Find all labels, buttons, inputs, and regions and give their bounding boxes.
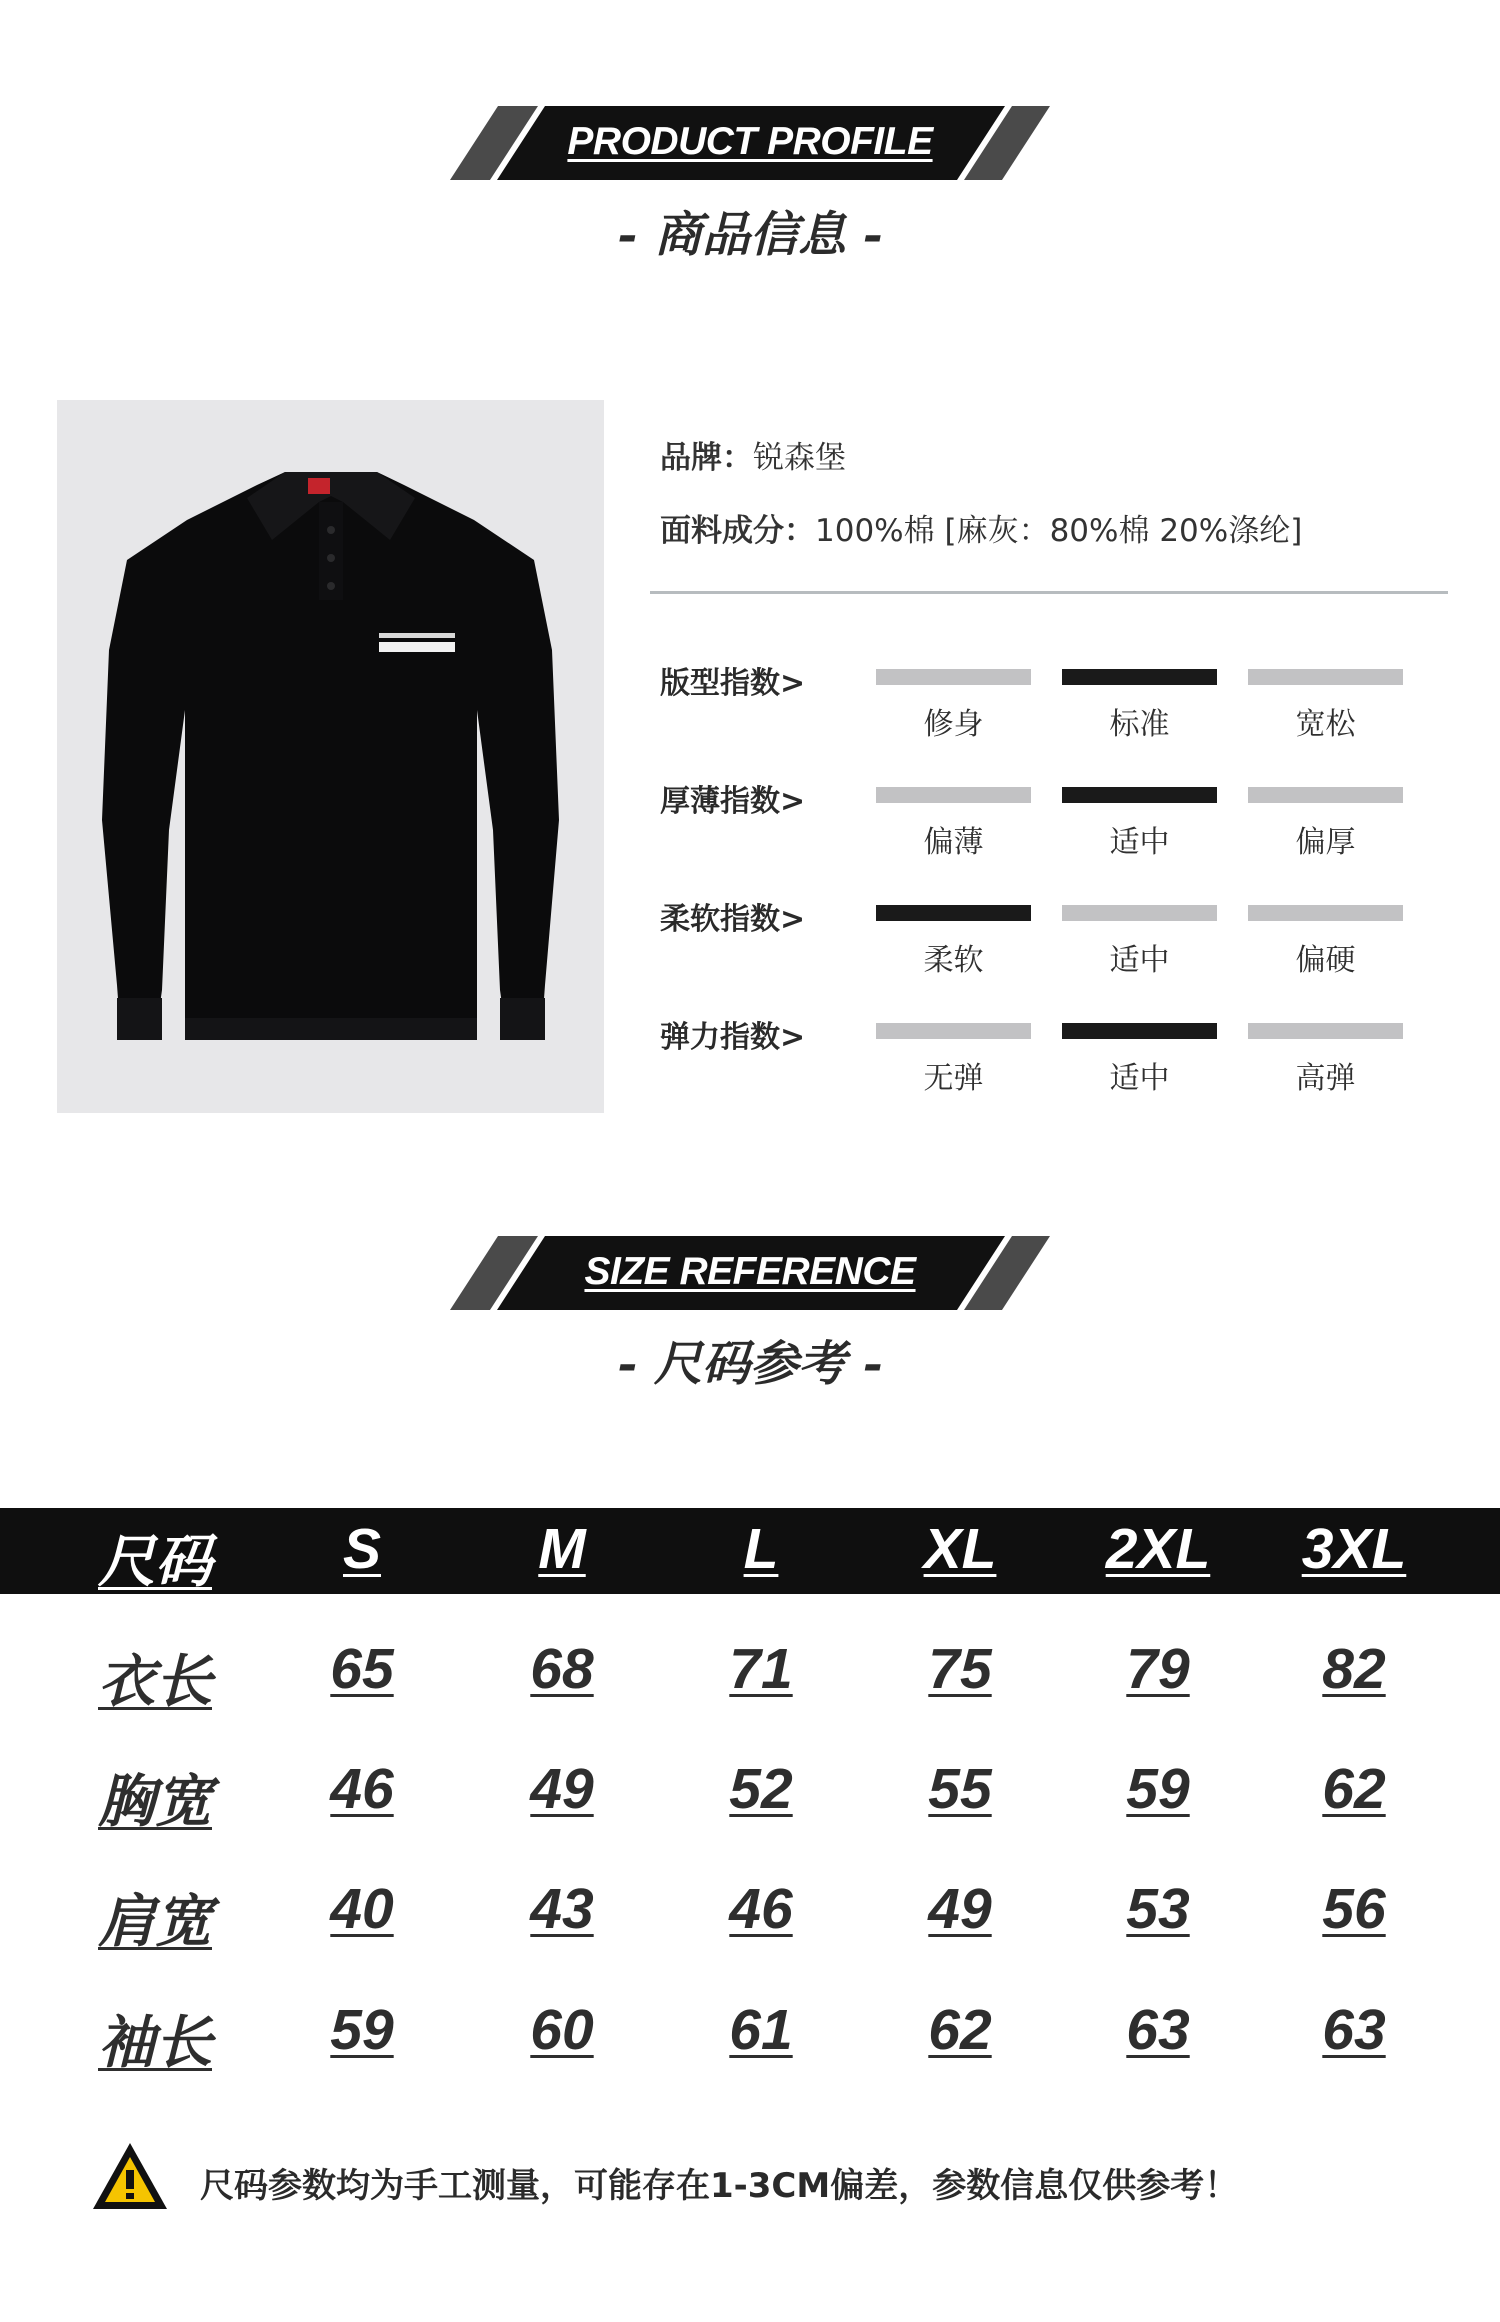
table-row-label: 胸宽 — [98, 1770, 212, 1834]
table-cell: 46 — [330, 1757, 394, 1821]
table-row-label: 肩宽 — [98, 1890, 212, 1954]
table-cell: 60 — [530, 1998, 594, 2062]
table-cell: 63 — [1126, 1998, 1190, 2062]
table-header-cell: 3XL — [1301, 1517, 1407, 1581]
softness-index-label: 柔软指数> — [660, 902, 806, 937]
table-cell: 49 — [928, 1877, 992, 1941]
elasticity-index-option: 高弹 — [1295, 1061, 1356, 1096]
size-section-subtitle: - 尺码参考 - — [617, 1336, 883, 1392]
fit-index-bar-1 — [1062, 669, 1217, 685]
fit-index-option: 宽松 — [1295, 707, 1356, 742]
table-cell: 43 — [530, 1877, 594, 1941]
product-section-subtitle: - 商品信息 - — [617, 207, 883, 263]
elasticity-index-label: 弹力指数> — [660, 1020, 806, 1055]
thickness-index-label: 厚薄指数> — [660, 784, 806, 819]
table-header-cell: 2XL — [1105, 1517, 1211, 1581]
elasticity-index-bar-0 — [876, 1023, 1031, 1039]
table-cell: 59 — [1126, 1757, 1190, 1821]
measurement-note: 尺码参数均为手工测量，可能存在1-3CM偏差，参数信息仅供参考！ — [200, 2166, 1239, 2206]
fit-index-bar-0 — [876, 669, 1031, 685]
thickness-index-option: 偏薄 — [923, 825, 984, 860]
softness-index-option: 偏硬 — [1295, 943, 1356, 978]
table-cell: 79 — [1126, 1637, 1190, 1701]
table-row-label: 袖长 — [98, 2011, 212, 2075]
fabric-label: 面料成分： — [660, 513, 815, 549]
softness-index-bar-2 — [1248, 905, 1403, 921]
table-row-label: 衣长 — [98, 1650, 212, 1714]
softness-index-bar-0 — [876, 905, 1031, 921]
table-cell: 71 — [729, 1637, 793, 1701]
fit-index-bar-2 — [1248, 669, 1403, 685]
thickness-index-bar-1 — [1062, 787, 1217, 803]
table-header-cell: L — [743, 1517, 779, 1581]
fabric-line — [660, 505, 1302, 550]
brand-line — [660, 432, 846, 477]
thickness-index-option: 偏厚 — [1295, 825, 1356, 860]
size-reference-banner — [450, 1236, 1050, 1316]
thickness-index-option: 适中 — [1109, 825, 1170, 860]
brand-label: 品牌： — [660, 440, 753, 476]
elasticity-index-bar-1 — [1062, 1023, 1217, 1039]
table-cell: 63 — [1322, 1998, 1386, 2062]
table-cell: 82 — [1322, 1637, 1386, 1701]
table-cell: 46 — [729, 1877, 793, 1941]
warning-icon — [90, 2140, 170, 2216]
fit-index-option: 标准 — [1109, 707, 1170, 742]
banner-title: SIZE REFERENCE — [584, 1250, 916, 1293]
table-header-cell: S — [342, 1517, 382, 1581]
table-cell: 59 — [330, 1998, 394, 2062]
elasticity-index-bar-2 — [1248, 1023, 1403, 1039]
polo-shirt-illustration — [57, 400, 604, 1113]
fit-index-option: 修身 — [923, 707, 984, 742]
fit-index-label: 版型指数> — [660, 666, 806, 701]
table-cell: 68 — [530, 1637, 594, 1701]
brand-value: 锐森堡 — [753, 440, 846, 476]
table-cell: 52 — [729, 1757, 793, 1821]
thickness-index-bar-0 — [876, 787, 1031, 803]
table-header-cell: M — [538, 1517, 586, 1581]
table-cell: 62 — [928, 1998, 992, 2062]
fabric-value: 100%棉 [麻灰：80%棉 20%涤纶] — [815, 513, 1303, 549]
softness-index-option: 柔软 — [923, 943, 984, 978]
table-cell: 75 — [928, 1637, 992, 1701]
table-cell: 49 — [530, 1757, 594, 1821]
table-cell: 56 — [1322, 1877, 1386, 1941]
table-cell: 55 — [928, 1757, 992, 1821]
table-cell: 61 — [729, 1998, 793, 2062]
table-cell: 65 — [330, 1637, 394, 1701]
table-cell: 53 — [1126, 1877, 1190, 1941]
thickness-index-bar-2 — [1248, 787, 1403, 803]
product-image — [57, 400, 604, 1113]
softness-index-bar-1 — [1062, 905, 1217, 921]
table-header-cell: 尺码 — [98, 1530, 212, 1594]
info-divider — [650, 591, 1448, 594]
table-cell: 40 — [330, 1877, 394, 1941]
product-profile-banner — [450, 106, 1050, 186]
banner-title: PRODUCT PROFILE — [567, 120, 933, 163]
elasticity-index-option: 无弹 — [923, 1061, 984, 1096]
elasticity-index-option: 适中 — [1109, 1061, 1170, 1096]
softness-index-option: 适中 — [1109, 943, 1170, 978]
table-header-cell: XL — [923, 1517, 997, 1581]
table-cell: 62 — [1322, 1757, 1386, 1821]
